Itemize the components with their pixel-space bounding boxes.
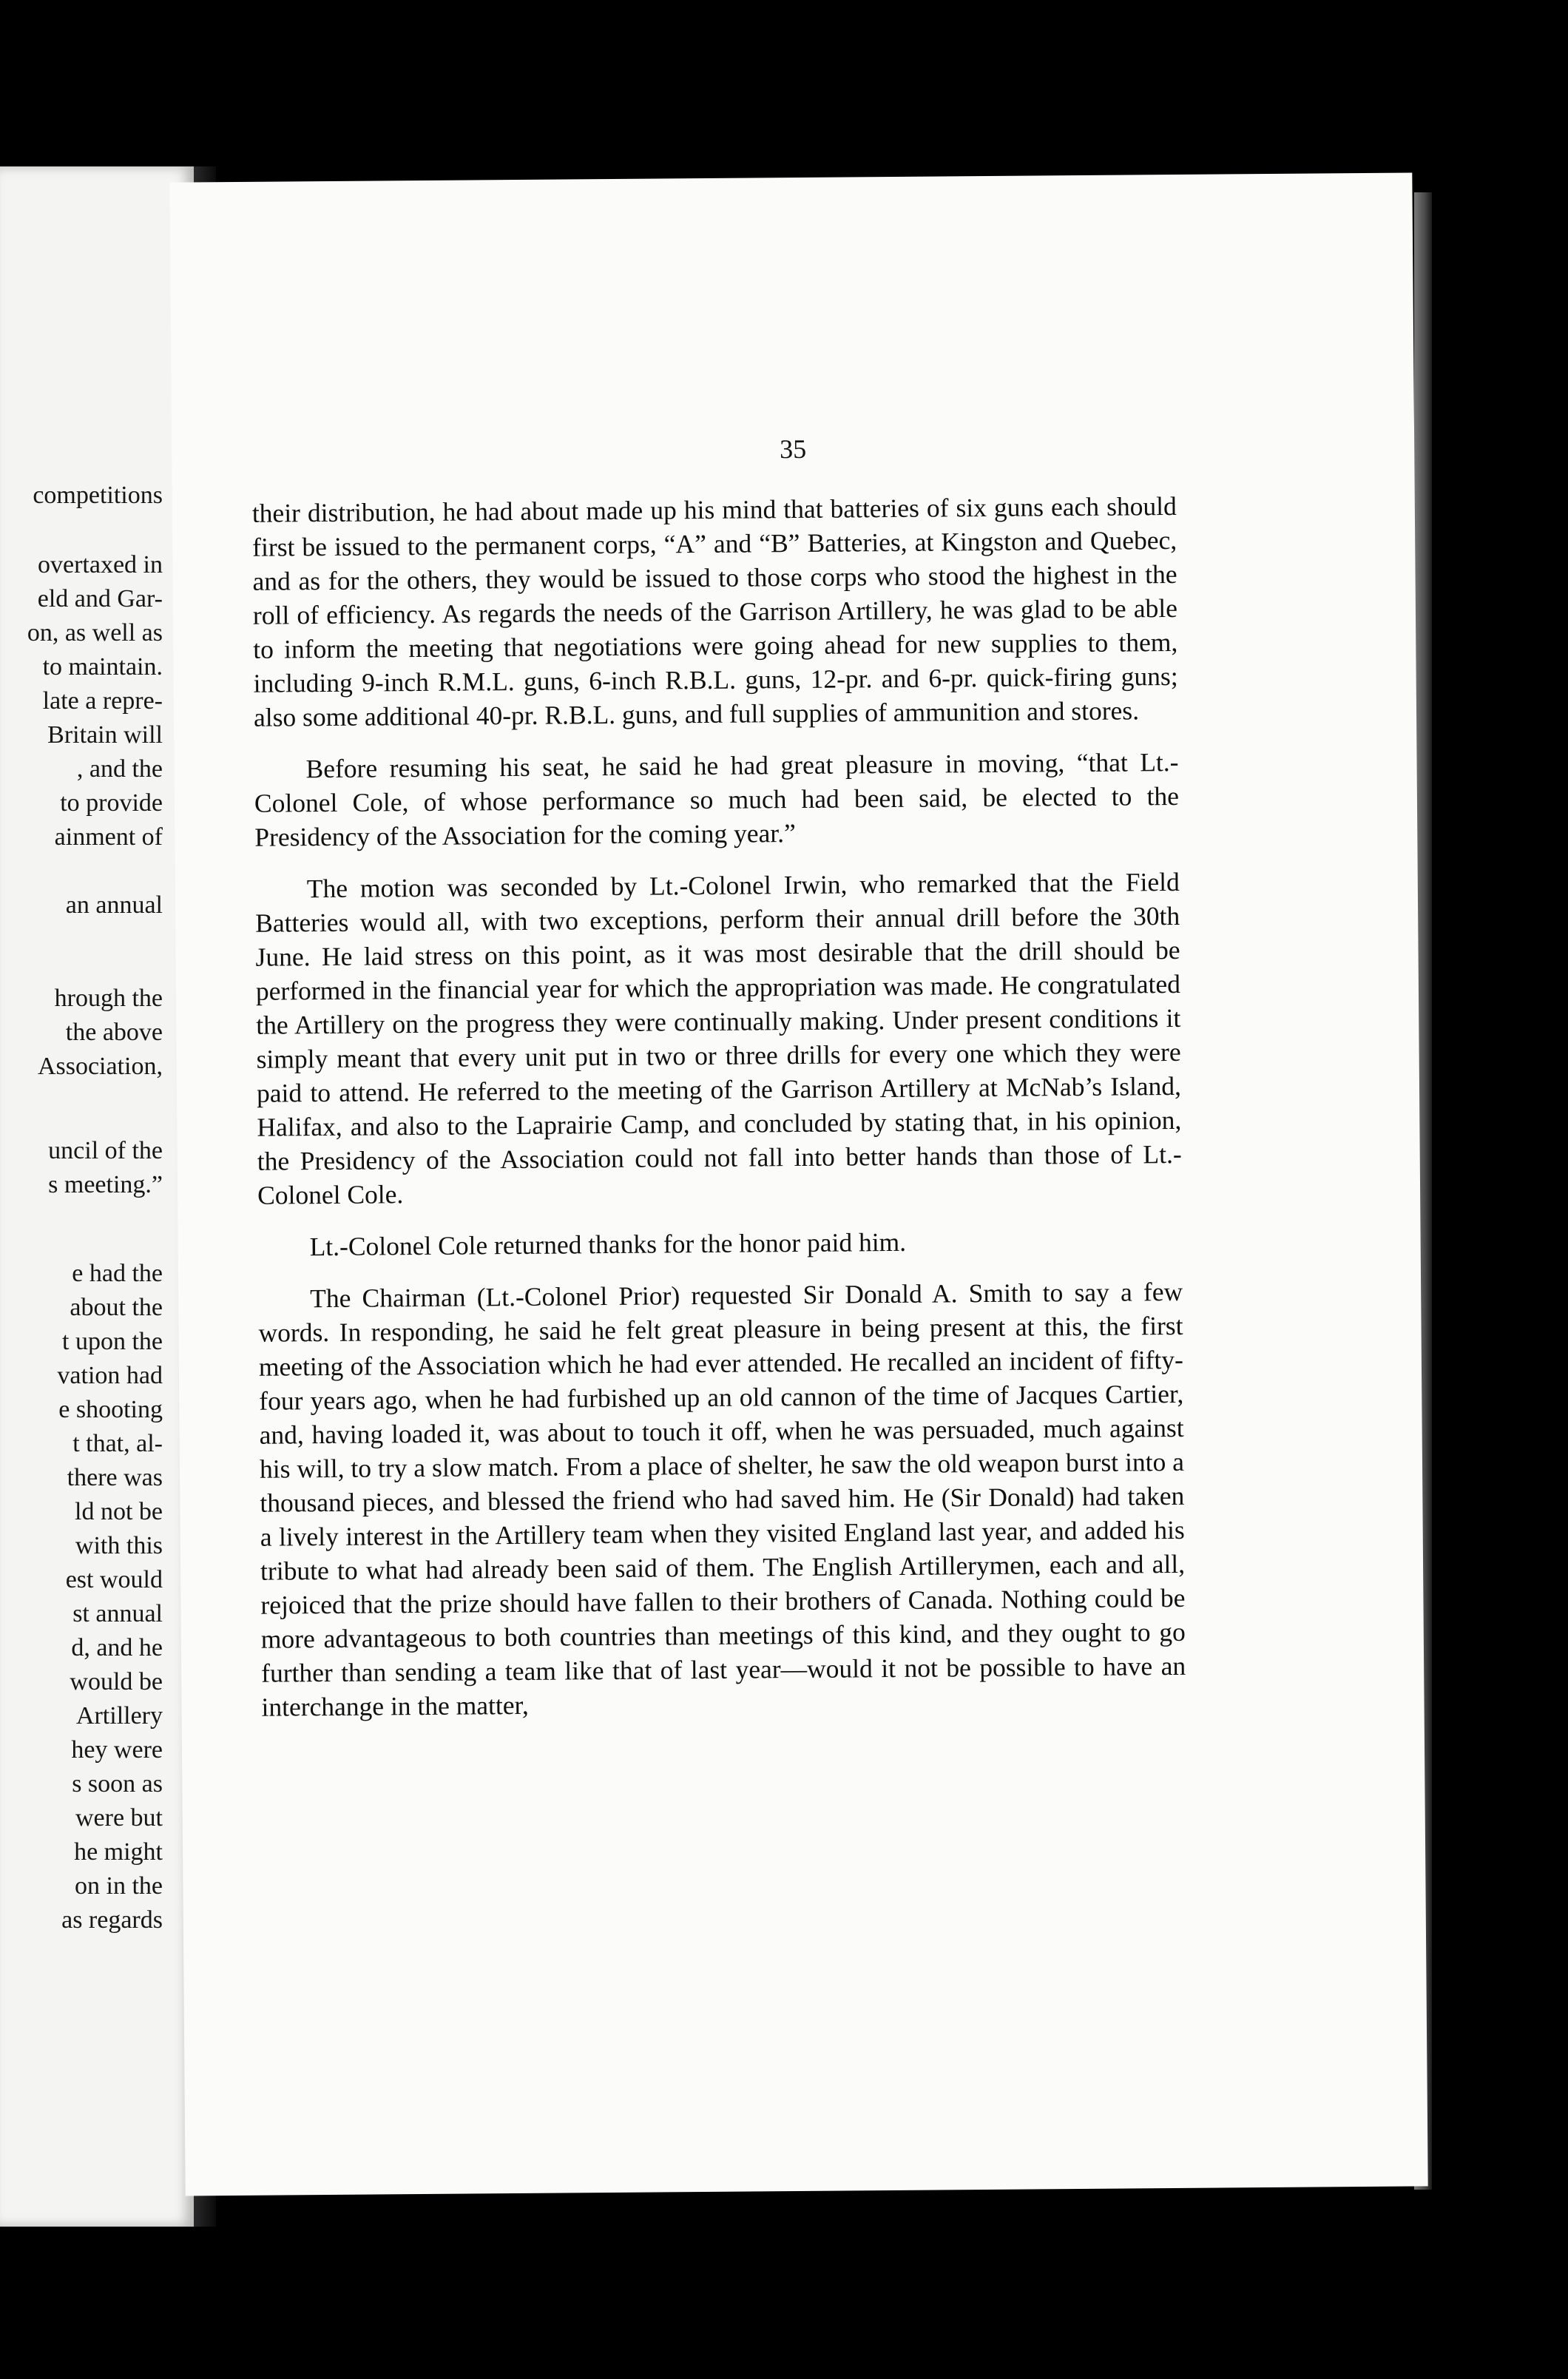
facing-line: the above <box>65 1019 163 1046</box>
facing-line: est would <box>65 1566 163 1593</box>
facing-line: st annual <box>72 1600 163 1627</box>
facing-line: competitions <box>33 482 163 509</box>
facing-line: hey were <box>71 1736 163 1764</box>
paragraph: The Chairman (Lt.-Colonel Prior) requested Sir Donald A. Smith to say a few words. In responding, he said he felt great pleasure in being present at this, the first meeting of the Association which he had ever attended. He recalled an incident of fifty-four years ago, when he had furbished up an old cannon of the time of Jacques Cartier, and, having loaded it, was about to touch it off, when he was persuaded, much against his will, to try a slow match. From a place of shelter, he saw the old weapon burst into a thousand pieces, and blessed the friend who had saved him. He (Sir Donald) had taken a lively interest in the Artillery team when they visited England last year, and added his tribute to what had already been said of them. The English Artillerymen, each and all, rejoiced that the prize should have fallen to their brothers of Canada. Nothing could be more advantageous to both countries than meetings of this kind, and they ought to go further than sending a team like that of last year—would it not be possible to have an interchange in the matter, <box>258 1276 1186 1722</box>
facing-line: as regards <box>61 1906 163 1934</box>
facing-line: with this <box>75 1532 163 1559</box>
book-page <box>169 172 1427 2196</box>
paragraph: The motion was seconded by Lt.-Colonel Irwin, who remarked that the Field Batteries would all, with two exceptions, perform their annual drill before the 30th June. He laid stress on this point, as it was most desirable that the drill should be performed in the financial year for which the appropriation was made. He congratulated the Artillery on the progress they were continually making. Under present conditions it simply meant that every unit put in two or three drills for every one which they were paid to attend. He referred to the meeting of the Garrison Artillery at McNab’s Island, Halifax, and also to the Laprairie Camp, and concluded by stating that, in his opinion, the Presidency of the Association could not fall into better hands than those of Lt.-Colonel Cole. <box>255 866 1182 1210</box>
facing-line: about the <box>70 1294 163 1321</box>
facing-line: ld not be <box>75 1498 163 1525</box>
facing-line: t that, al- <box>72 1430 163 1457</box>
facing-line: Association, <box>37 1053 163 1080</box>
page-body <box>252 489 1186 1742</box>
facing-line: s soon as <box>72 1770 163 1798</box>
facing-line: eld and Gar- <box>37 585 163 613</box>
facing-line: , and the <box>76 755 163 783</box>
facing-line: late a repre- <box>42 687 163 715</box>
facing-line: s meeting.” <box>48 1171 163 1198</box>
facing-line: Britain will <box>47 721 163 749</box>
facing-line: would be <box>70 1668 163 1695</box>
facing-line: to provide <box>60 789 163 817</box>
facing-line: Artillery <box>75 1702 163 1730</box>
paragraph: Before resuming his seat, he said he had great pleasure in moving, “that Lt.-Colonel Cole, of whose performance so much had been said, be elected to the Presidency of the Association for the coming year.” <box>254 746 1180 852</box>
facing-line: an annual <box>65 891 163 919</box>
facing-page <box>0 166 194 2227</box>
facing-line: overtaxed in <box>38 551 163 578</box>
facing-line: to maintain. <box>42 653 163 681</box>
paragraph: their distribution, he had about made up his mind that batteries of six guns each should first be issued to the permanent corps, “A” and “B” Batteries, at Kingston and Quebec, and as for the others, they would be issued to those corps who stood the highest in the roll of efficiency. As regards the needs of the Garrison Artillery, he was glad to be able to inform the meeting that negotiations were going ahead for new supplies to them, including 9-inch R.M.L. guns, 6-inch R.B.L. guns, 12-pr. and 6-pr. quick-firing guns; also some additional 40-pr. R.B.L. guns, and full supplies of ammunition and stores. <box>251 490 1178 732</box>
facing-line: e shooting <box>58 1396 163 1423</box>
facing-line: t upon the <box>62 1328 163 1355</box>
facing-line: he might <box>74 1838 163 1866</box>
facing-line: hrough the <box>54 985 163 1012</box>
facing-line: vation had <box>57 1362 163 1389</box>
facing-line: there was <box>67 1464 163 1491</box>
facing-line: on, as well as <box>27 619 163 647</box>
facing-line: d, and he <box>71 1634 163 1661</box>
facing-line: on in the <box>75 1872 163 1900</box>
page-number: 35 <box>780 433 807 465</box>
facing-line: ainment of <box>54 823 163 851</box>
facing-line: were but <box>75 1804 163 1832</box>
paragraph: Lt.-Colonel Cole returned thanks for the honor paid him. <box>309 1226 907 1262</box>
facing-line: uncil of the <box>48 1137 163 1164</box>
facing-line: e had the <box>72 1260 163 1287</box>
